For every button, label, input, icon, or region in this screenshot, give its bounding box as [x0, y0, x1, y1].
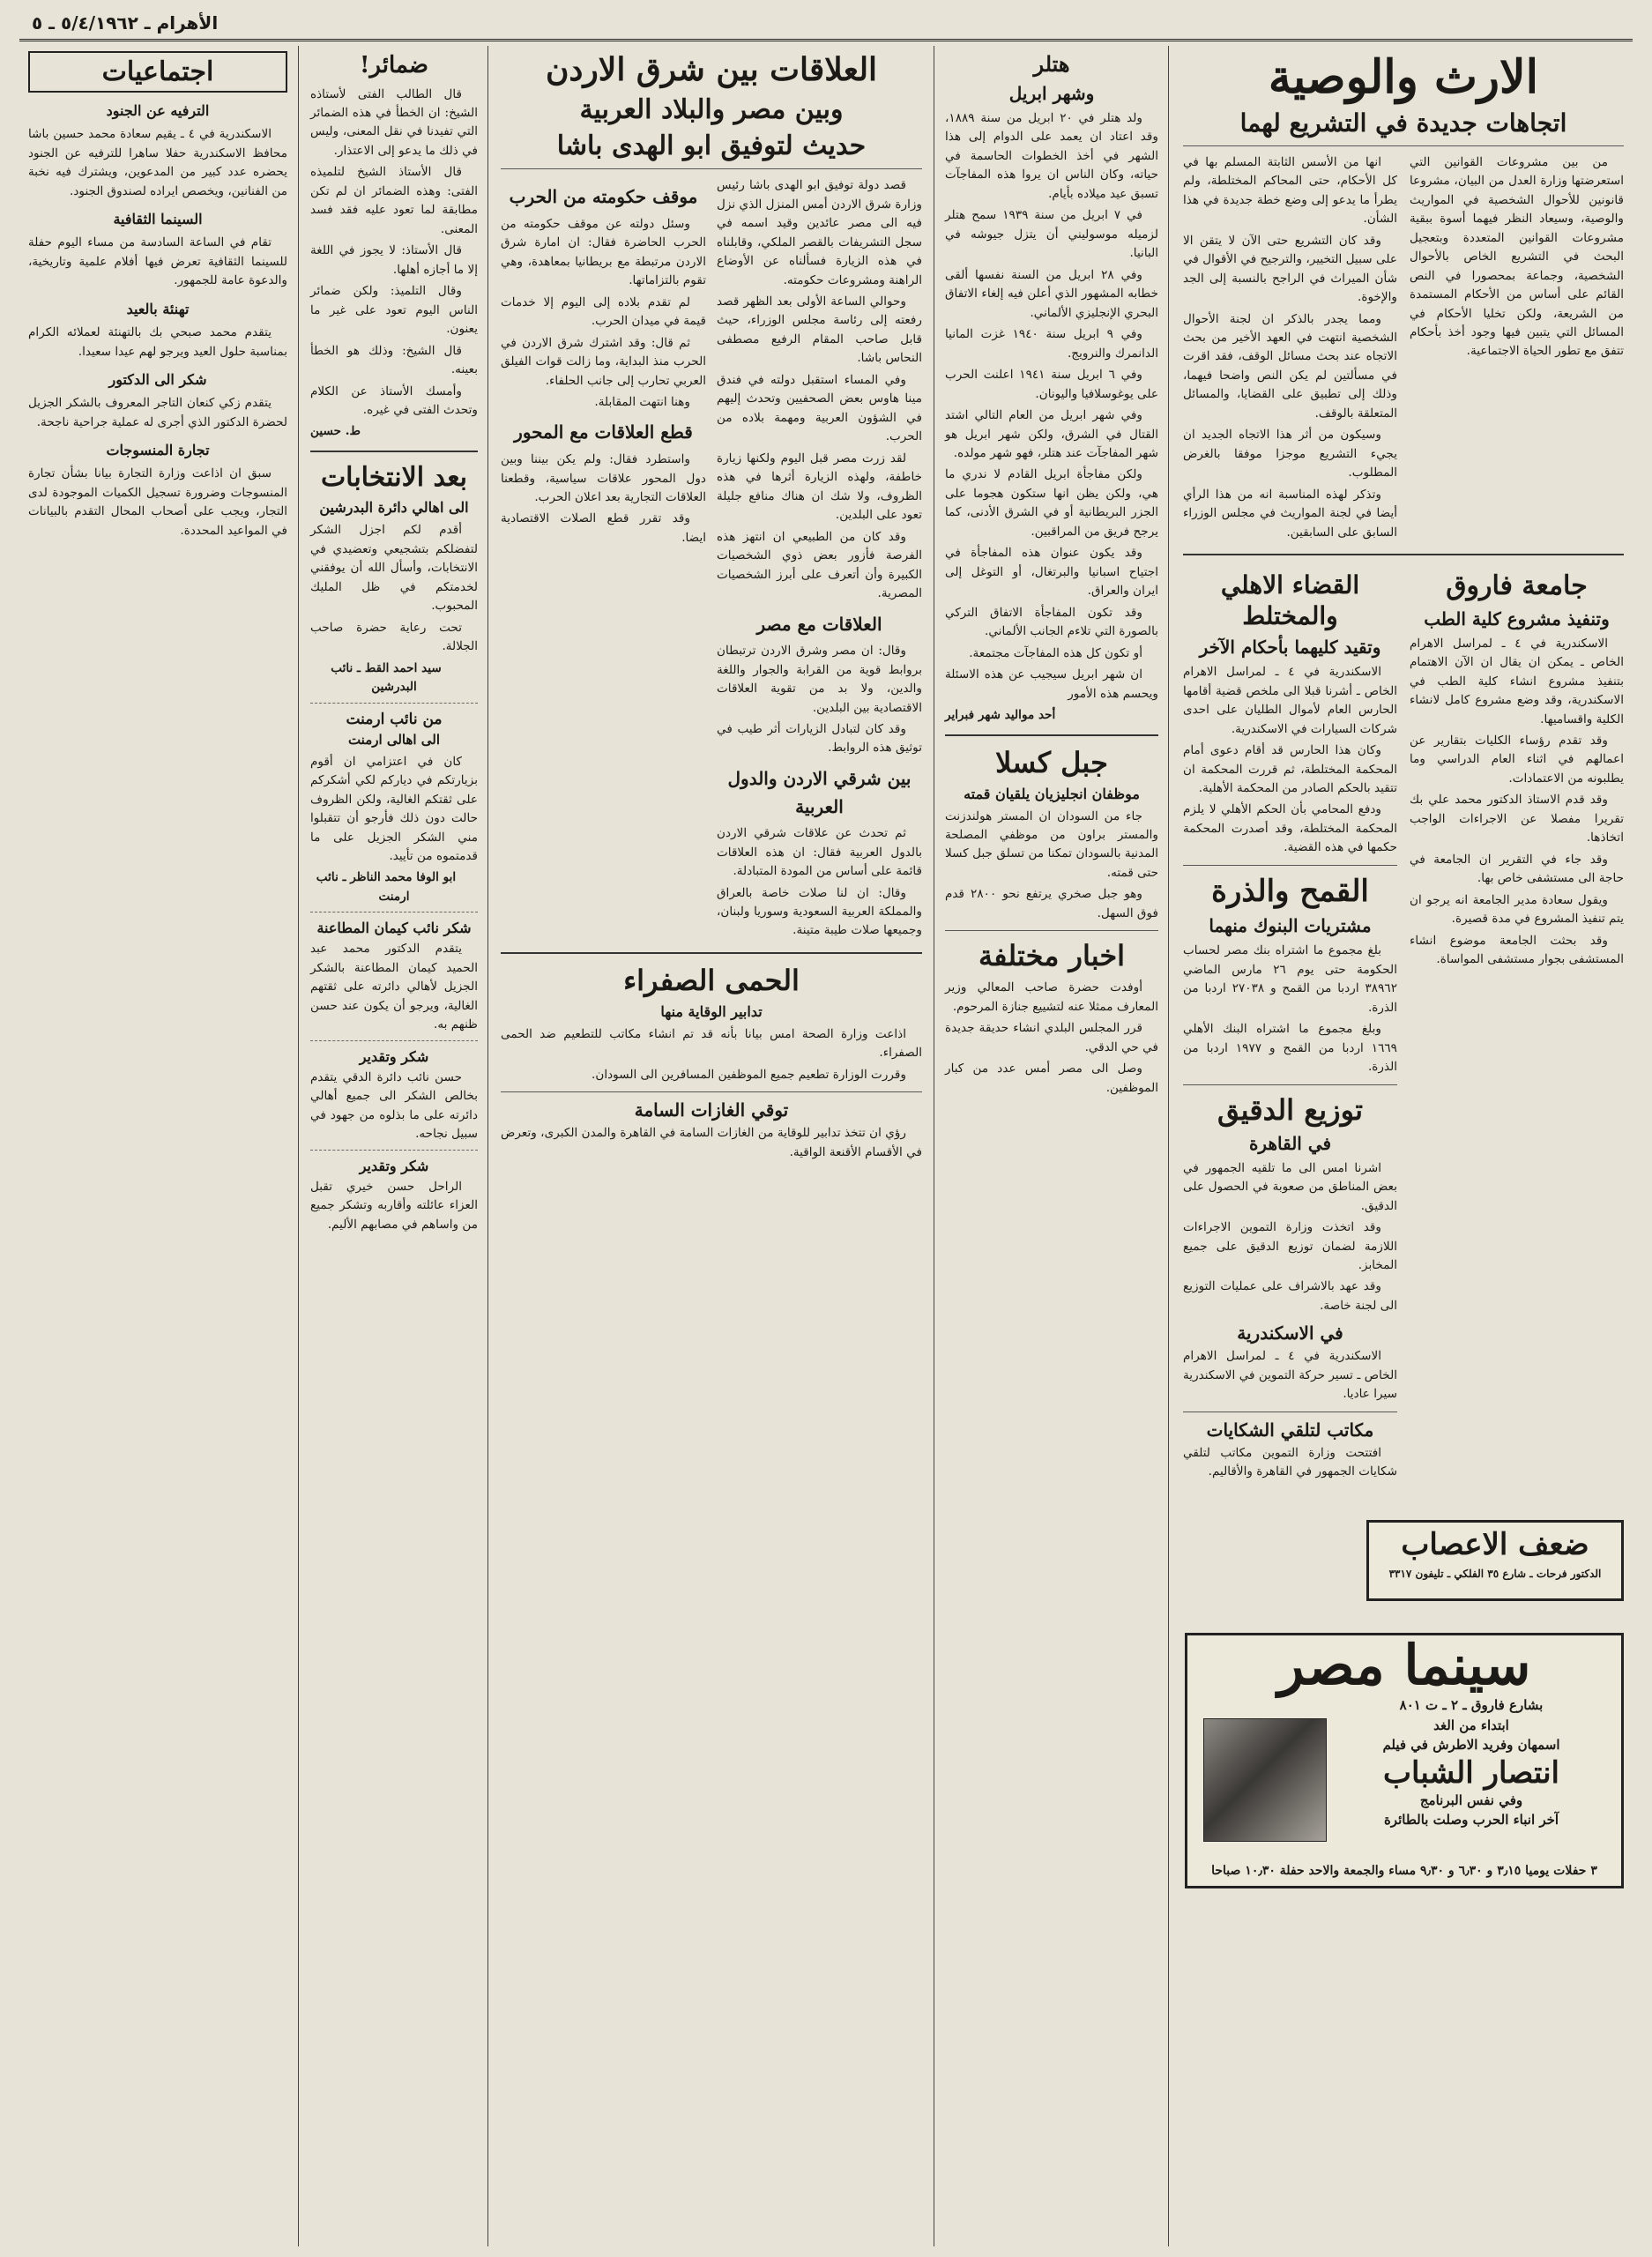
courts-subtitle: وتقيد كليهما بأحكام الآخر [1199, 637, 1381, 659]
social-item-text: يتقدم محمد صبحي بك بالتهنئة لعملائه الكرام بمناسبة حلول العيد ويرجو لهم عيدا سعيدا. [28, 325, 287, 359]
divider [1183, 145, 1624, 146]
paragraph: ومما يجدر بالذكر ان لجنة الأحوال الشخصية انتهت في العهد الأخير من بحث الاتجاه عند بحث مسائل الوقف، فقد اقرت في مسألتين لم يكن النص واضحا فيهما، وذلك إلى تطبيق على القضايا، والمسائل المتعلقة بالوقف. [1183, 311, 1397, 421]
kassala-title: جبل كسلا [995, 745, 1108, 779]
divider [501, 952, 922, 954]
jordan-col1 [717, 176, 922, 943]
paragraph: وفي شهر ابريل من العام التالي اشتد القتال في الشرق، ولكن شهر ابريل هو شهر المفاجآت عند هتلر، فهو شهر مولده. [945, 408, 1158, 460]
paragraph: وفي المساء استقبل دولته في فندق مينا هاوس بعض الصحفيين وتحدث إليهم في الشؤون العربية ومهمة بلاده من الحرب. [717, 372, 922, 444]
paragraph: وهنا انتهت المقابلة. [594, 395, 690, 409]
elections-signature: سيد احمد القط ـ نائب البدرشين [331, 660, 442, 695]
inheritance-col1 [1410, 153, 1624, 545]
cinema-start: ابتداء من الغد [1433, 1717, 1509, 1733]
social-item-title: السينما الثقافية [113, 211, 203, 228]
paragraph: ولكن مفاجأة ابريل القادم لا ندري ما هي، ولكن يظن انها ستكون هجوما على الجزر البريطانية أو في الشرق الأدنى، كما يرجح فريق من المراقبين. [945, 467, 1158, 539]
paragraph: وأمسك الأستاذ عن الكلام وتحدث الفتى في غيره. [310, 384, 478, 417]
paragraph: لم تقدم بلاده إلى اليوم إلا خدمات قيمة في ميدان الحرب. [501, 294, 706, 329]
social-item-title: شكر الى الدكتور [108, 371, 207, 389]
flour-subtitle: في القاهرة [1248, 1132, 1332, 1154]
farouk-body [1410, 635, 1624, 970]
farouk-university-story [1410, 564, 1624, 1485]
paragraph: قال الطالب الفتى لأستاذه الشيخ: ان الخطأ في هذه الضمائر التي تفيدنا في نقل المعنى، وليس في ذلك ما يدعو إلى الاعتذار. [310, 86, 478, 158]
cinema-title: سينما مصر [1277, 1633, 1531, 1697]
cinema-address: بشارع فاروق ـ ٢ ـ ت ٨٠١ [1399, 1697, 1544, 1714]
kicker: بين شرقي الاردن والدول العربية [727, 767, 912, 817]
social-item-title: تهنئة بالعيد [126, 300, 190, 317]
divider [310, 1150, 478, 1151]
hitler-quote: ان شهر ابريل سيجيب عن هذه الاسئلة ويحسم هذه الأمور [945, 667, 1158, 701]
paragraph: رؤي ان تتخذ تدابير للوقاية من الغازات السامة في القاهرة والمدن الكبرى، وتعرض في الأقسام الأقنعة الواقية. [501, 1126, 922, 1159]
yellow-fever-body [501, 1025, 922, 1084]
paragraph: وقد كان التشريع حتى الآن لا يتقن الا على سبيل التخيير، والترجيح في الأقوال في شأن الميراث في الراجح بالنسبة إلى الجد والإخوة. [1183, 233, 1397, 305]
masthead [19, 7, 1633, 41]
divider [1183, 1084, 1397, 1085]
elections-subtitle: الى اهالي دائرة البدرشين [319, 499, 469, 517]
social-item-text: يتقدم زكي كنعان التاجر المعروف بالشكر الجزيل لحضرة الدكتور الذي أجرى له عملية جراحية ناجحة. [28, 396, 287, 429]
paragraph: أوفدت حضرة صاحب المعالي وزير المعارف ممثلا عنه لتشييع جنازة المرحوم. [945, 980, 1158, 1014]
paragraph: ويقول سعادة مدير الجامعة انه يرجو ان يتم تنفيذ المشروع في مدة قصيرة. [1410, 892, 1624, 927]
cinema-ad [1185, 1633, 1624, 1888]
masthead-date: الأهرام ـ ٥/٤/١٩٦٢ ـ ٥ [32, 12, 219, 34]
kassala-subtitle: موظفان انجليزيان يلقيان قمته [964, 785, 1140, 802]
paragraph: وصل الى مصر أمس عدد من كبار الموظفين. [945, 1061, 1158, 1095]
nerve-ad-title: ضعف الاعصاب [1401, 1527, 1589, 1562]
hitler-title: هتلر [1033, 51, 1070, 77]
paragraph: وقررت الوزارة تطعيم جميع الموظفين المسافرين الى السودان. [592, 1067, 906, 1082]
thanks-title: شكر وتقدير [359, 1047, 429, 1065]
paragraph: بلغ مجموع ما اشتراه بنك مصر لحساب الحكومة حتى يوم ٢٦ مارس الماضي ٣٨٩٦٢ اردبا من القمح و ٢٧٠٣٨ اردبا من الذرة. [1183, 943, 1397, 1015]
paragraph: افتتحت وزارة التموين مكاتب لتلقي شكايات الجمهور في القاهرة والأقاليم. [1183, 1445, 1397, 1479]
column-rule [298, 46, 299, 2246]
divider [310, 703, 478, 704]
divider [310, 451, 478, 452]
social-body [28, 100, 287, 540]
daair-title: ضمائر! [359, 52, 429, 78]
social-item-text: الاسكندرية في ٤ ـ يقيم سعادة محمد حسين باشا محافظ الاسكندرية حفلا ساهرا للترفيه عن الجنود يحضره عدد كبير من المدعوين، ويشترك فيه نخبة من الفنانين، ويخصص ايراده لصندوق الجنود. [28, 127, 287, 198]
paragraph: وقد تقرر قطع الصلات الاقتصادية ايضا. [501, 511, 706, 545]
jordan-col2 [501, 176, 706, 943]
complaints-body [1183, 1444, 1397, 1482]
farouk-subtitle: وتنفيذ مشروع كلية الطب [1424, 607, 1610, 629]
paragraph: وقد بحثت الجامعة موضوع انشاء المستشفى بجوار مستشفى المواساة. [1410, 933, 1624, 967]
paragraph: وقد تكون المفاجأة الاتفاق التركي بالصورة التي تلاءم الجانب الألماني. [945, 605, 1158, 639]
gas-body [501, 1124, 922, 1162]
paragraph: الاسكندرية في ٤ ـ لمراسل الاهرام الخاص ـ تسير حركة التموين في الاسكندرية سيرا عاديا. [1183, 1349, 1397, 1402]
paragraph: يتقدم الدكتور محمد عبد الحميد كيمان المطاعنة بالشكر الجزيل لأهالي دائرته على ثقتهم الغالية، ويرجو أن يكون عند حسن ظنهم به. [310, 942, 478, 1032]
paragraph: وفي ٢٨ ابريل من السنة نفسها ألقى خطابه المشهور الذي أعلن فيه إلغاء الاتفاق البحري الإنجليزي الألماني. [945, 267, 1158, 320]
hitler-signature: أحد مواليد شهر فبراير [945, 708, 1056, 723]
paragraph: اذاعت وزارة الصحة امس بيانا بأنه قد تم انشاء مكاتب للتطعيم ضد الحمى الصفراء. [501, 1026, 922, 1061]
inheritance-col2 [1183, 153, 1397, 545]
flour-alex-body [1183, 1347, 1397, 1404]
flour-alex-title: في الاسكندرية [1237, 1322, 1343, 1345]
courts-body [1183, 663, 1397, 858]
paragraph: قال الأستاذ الشيخ لتلميذه الفتى: وهذه الضمائر ان لم تكن مطابقة لما تعود عليه فقد فسد المعنى. [310, 165, 478, 236]
social-item-text: تقام في الساعة السادسة من مساء اليوم حفلة للسينما الثقافية تعرض فيها أفلام علمية وتاريخية، والدعوة عامة للجمهور. [28, 235, 287, 288]
paragraph: جاء من السودان ان المستر هولندزنت والمستر براون من موظفي المصلحة المدنية بالسودان تمكنا من تسلق جبل كسلا حتى قمته. [945, 808, 1158, 880]
paragraph: ولد هتلر في ٢٠ ابريل من سنة ١٨٨٩، وقد اعتاد ان يعمد على الدوام إلى هذا الشهر في أخذ الخطوات الحاسمة في حياته، وكان الناس ان يروا هذه المفاجآت تسبق عيد ميلاده بأيام. [945, 111, 1158, 201]
cinema-stars: اسمهان وفريد الاطرش في فيلم [1382, 1737, 1560, 1754]
paragraph: وقد جاء في التقرير ان الجامعة في حاجة الى مستشفى خاص بها. [1410, 852, 1624, 886]
misc-body [945, 979, 1158, 1098]
paragraph: ثم تحدث عن علاقات شرقي الاردن بالدول العربية فقال: ان هذه العلاقات قائمة على أساس من المودة المتبادلة. [717, 826, 922, 879]
paragraph: قصد دولة توفيق ابو الهدى باشا رئيس وزارة شرق الاردن أمس المنزل الذي نزل فيه الى مصر عائدين وقيد اسمه في سجل التشريفات بالقصر الملكي، وقابلناه في هذه الزيارة فسألناه عن الأوضاع الراهنة ومشروعات حكومته. [717, 178, 922, 287]
paragraph: وقد عهد بالاشراف على عمليات التوزيع الى لجنة خاصة. [1183, 1279, 1397, 1313]
paragraph: وقد اتخذت وزارة التموين الاجراءات اللازمة لضمان توزيع الدقيق على جميع المخابز. [1183, 1220, 1397, 1272]
armant-title: من نائب ارمنت [346, 710, 443, 728]
paragraph: وكان هذا الحارس قد أقام دعوى أمام المحكمة المختلطة، ثم قررت المحكمة ان تتقيد بالحكم الصادر من المحكمة الأهلية. [1183, 743, 1397, 795]
elections-title: بعد الانتخابات [320, 461, 468, 493]
paragraph: وقد تقدم رؤساء الكليات بتقارير عن اعمالهم في اثناء العام الدراسي وما يطلبونه من الاعتمادات. [1410, 734, 1624, 786]
paragraph: وقال: ان لنا صلات خاصة بالعراق والمملكة العربية السعودية وسوريا ولبنان، وجميعها صلات طيبة متينة. [717, 885, 922, 938]
daair-body [310, 86, 478, 442]
paragraph: وحوالي الساعة الأولى بعد الظهر قصد رفعته إلى رئاسة مجلس الوزراء، حيث قابل صاحب المقام الرفيع مصطفى النحاس باشا. [717, 294, 922, 366]
cinema-showtimes: ٣ حفلات يوميا ٣٫١٥ و ٦٫٣٠ و ٩٫٣٠ مساء والجمعة والاحد حفلة ١٠٫٣٠ صباحا [1211, 1864, 1597, 1878]
paragraph: تحت رعاية حضرة صاحب الجلالة. [310, 620, 478, 654]
paragraph: كان في اعتزامي ان أقوم بزيارتكم في دياركم لكي أشكركم على ثقتكم الغالية، ولكن الظروف حالت دون ذلك فأرجو أن تتقبلوا مني الشكر الجزيل على ما قدمتموه من تأييد. [310, 754, 478, 863]
social-item-text: سبق ان اذاعت وزارة التجارة بيانا بشأن تجارة المنسوجات وضرورة تسجيل الكميات الموجودة لدى التجار، ويجب على أصحاب المحال التقدم بالبيانات في المواعيد المحددة. [28, 466, 287, 538]
flour-body [1183, 1159, 1397, 1316]
film-still-photo [1203, 1718, 1327, 1842]
kicker: قطع العلاقات مع المحور [514, 421, 693, 443]
paragraph: حسن نائب دائرة الدقي يتقدم بخالص الشكر الى جميع أهالي دائرته على ما بذلوه من جهود في سبيل نجاحه. [310, 1069, 478, 1142]
farouk-title: جامعة فاروق [1446, 570, 1588, 602]
divider [310, 1040, 478, 1041]
wheat-body [1183, 942, 1397, 1076]
kicker: العلاقات مع مصر [756, 613, 882, 635]
lower-stories [1183, 564, 1624, 1485]
jordan-title: العلاقات بين شرق الاردن [545, 51, 878, 88]
jordan-body [501, 176, 922, 943]
inheritance-title: الارث والوصية [1268, 50, 1539, 104]
paragraph: وبلغ مجموع ما اشتراه البنك الأهلي ١٦٦٩ اردبا من القمح و ١٩٧٧ اردبا من الذرة. [1183, 1022, 1397, 1075]
social-title: اجتماعيات [28, 51, 287, 93]
cinema-news: آخر انباء الحرب وصلت بالطائرة [1383, 1812, 1559, 1829]
inheritance-subtitle: اتجاهات جديدة في التشريع لهما [1239, 108, 1567, 138]
armant-signature: ابو الوفا محمد الناظر ـ نائب ارمنت [316, 870, 457, 904]
paragraph: في ٧ ابريل من سنة ١٩٣٩ سمح هتلر لزميله موسوليني أن يتزل جيوشه في البانيا. [945, 208, 1158, 261]
wheat-subtitle: مشتريات البنوك منهما [1209, 915, 1372, 937]
misc-title: اخبار مختلفة [978, 939, 1126, 973]
paragraph: قال الأستاذ: لا يجوز في اللغة إلا ما أجازه أهلها. [310, 243, 478, 277]
cinema-film-title: انتصار الشباب [1382, 1754, 1560, 1791]
kicker: موقف حكومته من الحرب [509, 186, 698, 208]
kiman-title: شكر نائب كيمان المطاعنة [316, 920, 472, 937]
column-daair [301, 46, 487, 2246]
yellow-fever-title: الحمى الصفراء [623, 963, 800, 997]
column-jordan [492, 46, 931, 2246]
paragraph: قال الشيخ: وذلك هو الخطأ بعينه. [310, 343, 478, 377]
flour-title: توزيع الدقيق [1217, 1092, 1364, 1127]
gas-title: توقي الغازات السامة [634, 1099, 789, 1121]
cinema-program: وفي نفس البرنامج [1419, 1791, 1523, 1808]
paragraph: وتذكر لهذه المناسبة انه من هذا الرأي أيضا في لجنة المواريث في مجلس الوزراء السابق على السابقين. [1183, 487, 1397, 540]
paragraph: وفي ٩ ابريل سنة ١٩٤٠ غزت المانيا الدانمرك والنرويج. [945, 327, 1158, 361]
column-hitler [936, 46, 1167, 2246]
kiman-body [310, 940, 478, 1034]
paragraph: أقدم لكم اجزل الشكر لتفضلكم بتشجيعي وتعضيدي في الانتخابات، وأسأل الله أن يوفقني لخدمتكم في ظل المليك المحبوب. [310, 523, 478, 614]
armant-body [310, 753, 478, 907]
jordan-subtitle-2: حديث لتوفيق ابو الهدى باشا [556, 130, 867, 162]
yellow-fever-subtitle: تدابير الوقاية منها [660, 1002, 763, 1020]
divider [945, 734, 1158, 736]
column-inheritance [1174, 46, 1633, 2246]
jordan-subtitle-1: وبين مصر والبلاد العربية [579, 94, 844, 126]
cinema-details [1337, 1695, 1605, 1830]
paragraph: من بين مشروعات القوانين التي استعرضتها وزارة العدل من البيان، مشروعا قانونين للأحوال الشخصية في المواريث والوصية، وسيعاد النظر فيهما أسوة ببقية مشروعات القوانين المتعددة وبتعجيل البحث في التشريع الخاص بالأحوال الشخصية، وجماعة بمحصورا في النص القائم على أساس من الأحكام المستمدة من الشريعة، ولكن تخليا الأحكام في المسائل التي يتبين فيها وجود أخذ بأحكام تتفق مع تطور الحياة الاجتماعية. [1410, 154, 1624, 359]
paragraph: وسئل دولته عن موقف حكومته من الحرب الحاضرة فقال: ان امارة شرق الاردن مرتبطة مع بريطانيا بمعاهدة، وهي تقوم بالتزاماتها. [501, 216, 706, 288]
divider [945, 930, 1158, 931]
divider [501, 168, 922, 169]
divider [501, 1091, 922, 1092]
divider [1183, 865, 1397, 866]
column-rule [487, 46, 488, 2246]
paragraph: وقد كان لتبادل الزيارات أثر طيب في توثيق هذه الروابط. [717, 721, 922, 756]
newspaper-page [19, 7, 1633, 2246]
paragraph: وسيكون من أثر هذا الاتجاه الجديد ان يجيء التشريع موجزا موفقا بالغرض المطلوب. [1183, 428, 1397, 480]
armant-subtitle: الى اهالى ارمنت [347, 731, 441, 748]
paragraph: اشرنا امس الى ما تلقيه الجمهور في بعض المناطق من صعوبة في الحصول على الدقيق. [1183, 1160, 1397, 1213]
nerve-ad-line: الدكتور فرحات ـ شارع ٣٥ الفلكي ـ تليفون ٣٣١٧ [1388, 1567, 1602, 1580]
courts-title: القضاء الاهلي والمختلط [1220, 570, 1360, 631]
paragraph: وقال التلميذ: ولكن ضمائر الناس اليوم تعود على غير ما يعنون. [310, 284, 478, 337]
paragraph: ودفع المحامي بأن الحكم الأهلي لا يلزم المحكمة المختلطة، وقد أصدرت المحكمة حكمها في هذه القضية. [1183, 802, 1397, 855]
paragraph: الاسكندرية في ٤ ـ لمراسل الاهرام الخاص ـ أشرنا قبلا الى ملخص قضية أقامها الحارس العام لأموال الطليان على احدى شركات السيارات في الاسكندرية. [1183, 665, 1397, 736]
kassala-body [945, 808, 1158, 924]
inheritance-body [1183, 153, 1624, 545]
hitler-subtitle: وشهر ابريل [1008, 83, 1095, 104]
social-item-title: الترفيه عن الجنود [106, 102, 210, 119]
hitler-body [945, 109, 1158, 726]
paragraph: الراحل حسن خيري تقبل العزاء عائلته وأقاربه وتشكر جميع من واساهم في مصابهم الأليم. [310, 1179, 478, 1232]
paragraph: ثم قال: وقد اشترك شرق الاردن في الحرب منذ البداية، وما زالت قوات الفيلق العربي تحارب إلى جانب الحلفاء. [501, 335, 706, 388]
column-social [19, 46, 296, 1513]
paragraph: أو تكون كل هذه المفاجآت مجتمعة. [969, 645, 1142, 660]
paragraph: انها من الأسس الثابتة المسلم بها في كل الأحكام، حتى المحاكم المختلطة، ولم يطرأ ما يدعو إلى وضع خطة جديدة في هذا الشأن. [1183, 154, 1397, 227]
paragraph: لقد زرت مصر قبل اليوم ولكنها زيارة خاطفة، ولهذه الزيارة أثرها في هذه الظروف، ولا شك ان هناك منافع جليلة تعود على البلدين. [717, 451, 922, 523]
paragraph: وفي ٦ ابريل سنة ١٩٤١ اعلنت الحرب على يوغوسلافيا واليونان. [945, 368, 1158, 401]
paragraph: وقد يكون عنوان هذه المفاجأة في اجتياح اسبانيا والبرتغال، أو التوغل إلى ايران والعراق. [945, 546, 1158, 599]
labor-title: شكر وتقدير [359, 1157, 429, 1174]
nerve-ad [1366, 1520, 1624, 1601]
paragraph: وقد كان من الطبيعي ان انتهز هذه الفرصة فأزور بعض ذوي الشخصيات الكبيرة وأن أتعرف على أبرز الشخصيات المصرية. [717, 529, 922, 601]
wheat-title: القمح والذرة [1211, 873, 1369, 909]
paragraph: قرر المجلس البلدي انشاء حديقة جديدة في حي الدقي. [945, 1021, 1158, 1054]
column-rule [1168, 46, 1169, 2246]
thanks-body [310, 1069, 478, 1144]
paragraph: وهو جبل صخري يرتفع نحو ٢٨٠٠ قدم فوق السهل. [945, 887, 1158, 920]
labor-body [310, 1178, 478, 1234]
complaints-title: مكاتب لتلقي الشكايات [1206, 1419, 1374, 1441]
paragraph: الاسكندرية في ٤ ـ لمراسل الاهرام الخاص ـ يمكن ان يقال ان الآن الاهتمام بتنفيذ مشروع انشاء كلية الطب في الاسكندرية، وقد وضع مشروع كامل لانشاء الكلية واقساميها. [1410, 636, 1624, 726]
elections-body [310, 521, 478, 696]
social-item-title: تجارة المنسوجات [106, 442, 210, 459]
paragraph: وقال: ان مصر وشرق الاردن ترتبطان بروابط قوية من القرابة والجوار واللغة والدين، ولا بد من تقوية العلاقات الاقتصادية بين البلدين. [717, 644, 922, 715]
courts-column [1183, 564, 1397, 1485]
paragraph: وقد قدم الاستاذ الدكتور محمد علي بك تقريرا مفصلا عن الاجراءات الواجب اتخاذها. [1410, 793, 1624, 845]
divider [1183, 554, 1624, 555]
daair-signature: ط. حسين [310, 424, 361, 439]
paragraph: واستطرد فقال: ولم يكن بيننا وبين دول المحور علاقات سياسية، وقطعنا العلاقات التجارية بعد اعلان الحرب. [501, 452, 706, 504]
